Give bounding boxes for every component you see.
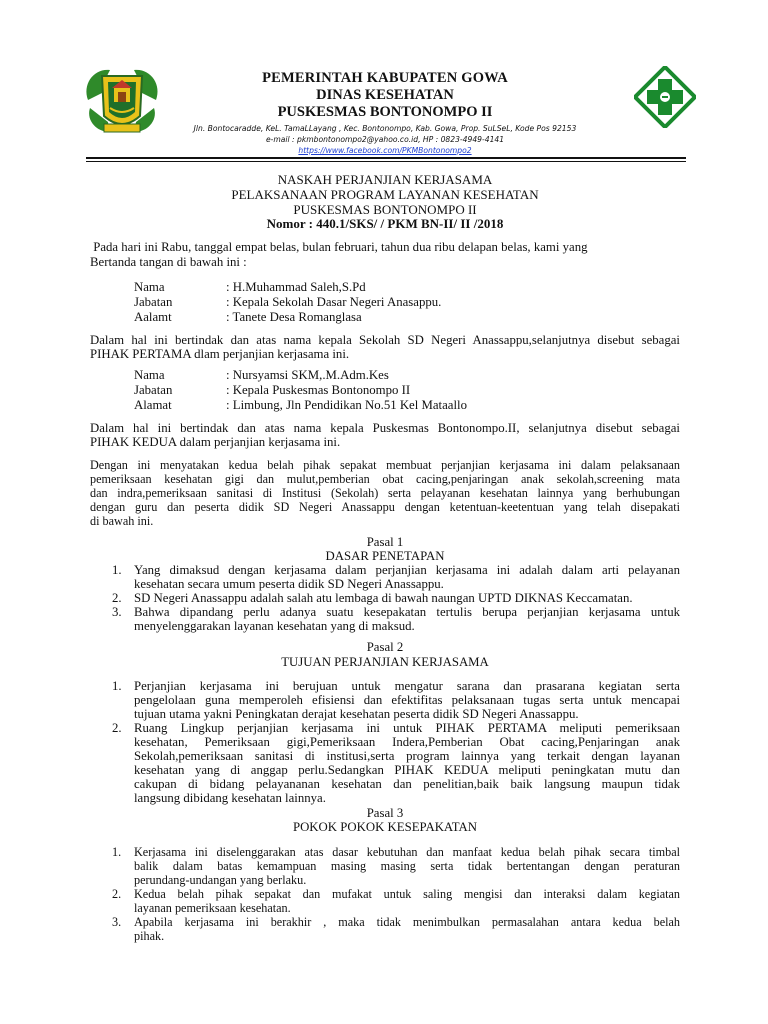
agreement-line5: di bawah ini. — [90, 514, 154, 528]
party1-statement-line2: PIHAK PERTAMA dlam perjanjian kerjasama ini. — [90, 347, 350, 361]
party1-name-value: : H.Muhammad Saleh,S.Pd — [226, 280, 366, 294]
pasal3-heading: POKOK POKOK KESEPAKATAN — [292, 820, 478, 834]
list-item-text: kesehatan yang di anggap perlu.Sedangkan PIHAK KEDUA meliputi peningkatan mutu dan — [134, 763, 680, 777]
list-item-number: 2. — [112, 887, 122, 901]
party1-address-label: Aalamt — [134, 310, 172, 324]
document-title-line1: NASKAH PERJANJIAN KERJASAMA — [277, 172, 493, 187]
list-item-text: pihak. — [134, 929, 165, 943]
list-item-text: Perjanjian kerjasama ini berujuan untuk mengatur sarana dan prasarana kegiatan serta — [134, 679, 680, 693]
health-cross-logo — [634, 66, 696, 128]
party2-address-label: Alamat — [134, 398, 172, 412]
list-item-text: balik dalam batas kemampuan masing masing serta tidak bertentangan dengan peraturan — [134, 859, 680, 873]
opening-line2: Bertanda tangan di bawah ini : — [90, 255, 247, 269]
list-item-number: 1. — [112, 563, 122, 577]
agreement-line4: dengan guru dan peserta didik SD Negeri Anassappu dengan ketentuan-keetentuan yang telah disepakati — [90, 500, 680, 514]
list-item-number: 3. — [112, 915, 122, 929]
party1-position-value: : Kepala Sekolah Dasar Negeri Anasappu. — [226, 295, 442, 309]
list-item-text: kesehatan, Pemeriksaan gigi,Pemeriksaan Indera,Pemberian Obat cacing,Penjaringan anak — [134, 735, 680, 749]
list-item-text: pengelolaan guna memperoleh efisiensi dan efektifitas pelaksanaan tugas serta untuk mencapai — [134, 693, 680, 707]
document-title-line3: PUSKESMAS BONTONOMPO II — [293, 202, 477, 217]
list-item-text: Sekolah,pemeriksaan sanitasi di institusi,serta program lainnya yang terkait dengan layanan — [134, 749, 680, 763]
gowa-emblem-logo — [80, 62, 164, 138]
list-item-text: langsung dibidang kesehatan lainnya. — [134, 791, 326, 805]
letterhead-address: Jln. Bontocaradde, KeL. TamaLLayang , Kec. Bontonompo, Kab. Gowa, Prop. SuLSeL, Kode Pos 92153 — [193, 124, 577, 133]
party2-statement-line1: Dalam hal ini bertindak dan atas nama kepala Puskesmas Bontonompo.II, selanjutnya disebut sebagai — [90, 421, 680, 435]
party2-name-label: Nama — [134, 368, 165, 382]
pasal2-heading: TUJUAN PERJANJIAN KERJASAMA — [281, 655, 489, 669]
letterhead-institution: PUSKESMAS BONTONOMPO II — [277, 104, 493, 120]
party2-name-value: : Nursyamsi SKM,.M.Adm.Kes — [226, 368, 389, 382]
party2-position-label: Jabatan — [134, 383, 173, 397]
list-item-text: perundang-undangan yang berlaku. — [134, 873, 307, 887]
agreement-line2: pemeriksaan kesehatan gigi dan mulut,pemberian obat cacing,penjaringan anak sekolah,screening mata — [90, 472, 680, 486]
party1-statement-line1: Dalam hal ini bertindak dan atas nama kepala Sekolah SD Negeri Anassappu,selanjutnya disebut sebagai — [90, 333, 680, 347]
list-item-text: menyelenggarakan layanan kesehatan yang di maksud. — [134, 619, 415, 633]
opening-line1: Pada hari ini Rabu, tanggal empat belas, bulan februari, tahun dua ribu delapan belas, kami yang — [90, 240, 588, 254]
agreement-line1: Dengan ini menyatakan kedua belah pihak sepakat membuat perjanjian kerjasama ini dalam pelaksanaan — [90, 458, 680, 472]
list-item-text: kesehatan secara umum peserta didik SD Negeri Anassappu. — [134, 577, 444, 591]
list-item-text: Bahwa dipandang perlu adanya suatu kesepakatan tertulis berupa perjanjian kerjasama untuk — [134, 605, 680, 619]
list-item-number: 1. — [112, 845, 122, 859]
list-item-text: Apabila kerjasama ini berakhir , maka tidak menimbulkan permasalahan antara kedua belah — [134, 915, 680, 929]
list-item-text: SD Negeri Anassappu adalah salah atu lembaga di bawah naungan UPTD DIKNAS Keccamatan. — [134, 591, 633, 605]
party2-position-value: : Kepala Puskesmas Bontonompo II — [226, 383, 411, 397]
list-item-text: cakupan di bidang pelayananan kesehatan dan penelitian,baik baik langsung maupun tidak — [134, 777, 680, 791]
party1-name-label: Nama — [134, 280, 165, 294]
list-item-number: 2. — [112, 591, 122, 605]
list-item-text: layanan pemeriksaan kesehatan. — [134, 901, 291, 915]
party1-address-value: : Tanete Desa Romanglasa — [226, 310, 362, 324]
party2-address-value: : Limbung, Jln Pendidikan No.51 Kel Mataallo — [226, 398, 467, 412]
letterhead-divider-thin — [86, 161, 686, 162]
pasal3-label: Pasal 3 — [366, 806, 404, 820]
list-item-number: 2. — [112, 721, 122, 735]
pasal2-label: Pasal 2 — [366, 640, 404, 654]
party1-position-label: Jabatan — [134, 295, 173, 309]
letterhead-contact: e-mail : pkmbontonompo2@yahoo.co.id, HP : 0823-4949-4141 — [265, 135, 505, 144]
list-item-text: Ruang Lingkup perjanjian kerjasama ini untuk PIHAK PERTAMA meliputi pemeriksaan — [134, 721, 680, 735]
party2-statement-line2: PIHAK KEDUA dalam perjanjian kerjasama ini. — [90, 435, 341, 449]
letterhead-divider-thick — [86, 157, 686, 159]
pasal1-heading: DASAR PENETAPAN — [325, 549, 445, 563]
pasal1-label: Pasal 1 — [366, 535, 404, 549]
letterhead-government: PEMERINTAH KABUPATEN GOWA — [262, 70, 508, 86]
document-number: Nomor : 440.1/SKS/ / PKM BN-II/ II /2018 — [266, 216, 504, 231]
document-title-line2: PELAKSANAAN PROGRAM LAYANAN KESEHATAN — [231, 187, 539, 202]
list-item-text: Kedua belah pihak sepakat dan mufakat untuk saling mengisi dan interaksi dalam kegiatan — [134, 887, 680, 901]
list-item-text: tujuan utama yakni Peningkatan derajat kesehatan peserta didik SD Negeri Anassappu. — [134, 707, 579, 721]
letterhead-url-link[interactable]: https://www.facebook.com/PKMBontonompo2 — [298, 146, 472, 155]
list-item-text: Yang dimaksud dengan kerjasama dalam perjanjian kerjasama ini adalah dalam arti pelayanan — [134, 563, 680, 577]
list-item-number: 3. — [112, 605, 122, 619]
letterhead-department: DINAS KESEHATAN — [316, 87, 454, 103]
list-item-number: 1. — [112, 679, 122, 693]
agreement-line3: dan indra,pemeriksaan sanitasi di Institusi (Sekolah) serta pelayanan kesehatan lainnya yang berhubungan — [90, 486, 680, 500]
list-item-text: Kerjasama ini diselenggarakan atas dasar kebutuhan dan manfaat kedua belah pihak secara timbal — [134, 845, 680, 859]
